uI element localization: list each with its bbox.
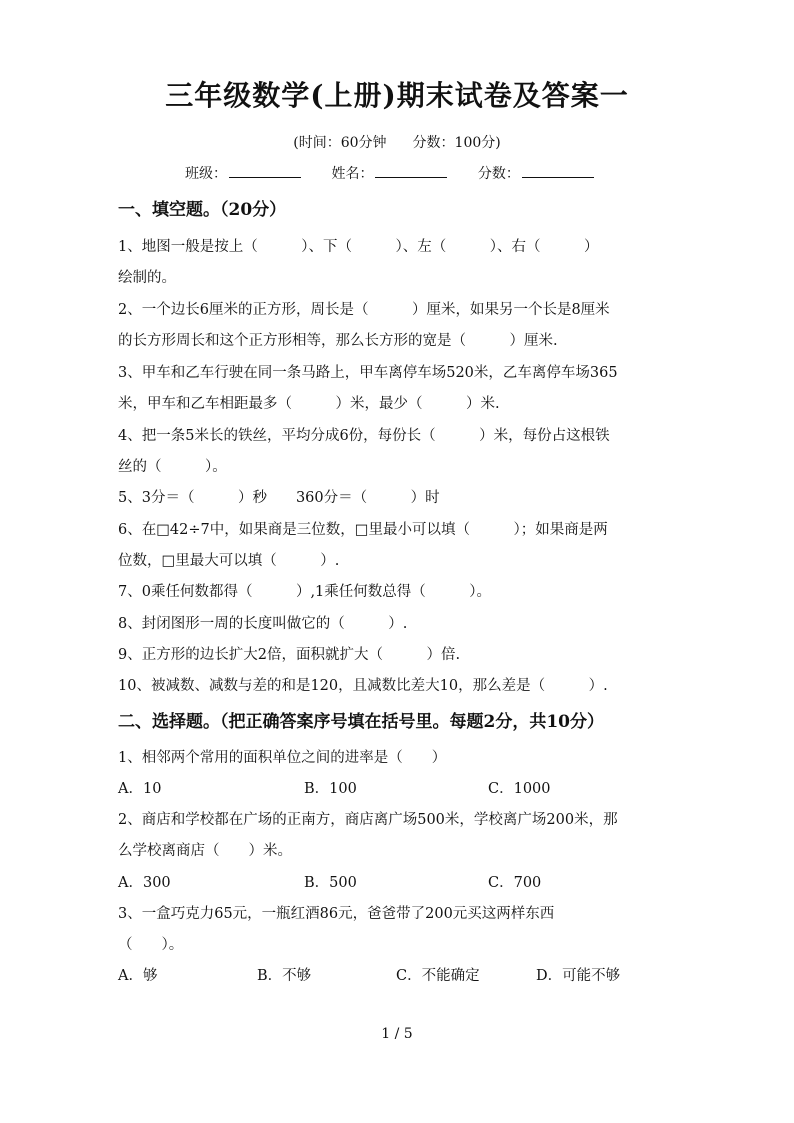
student-fields xyxy=(185,163,620,183)
choice-question-3-line1: 3、一盒巧克力65元，一瓶红酒86元，爸爸带了200元买这两样东西 xyxy=(118,906,555,922)
question-line: 5、3分＝（ ）秒 360分＝（ ）时 xyxy=(118,490,440,506)
question-line: 丝的（ ）。 xyxy=(118,459,227,475)
question-line: 4、把一条5米长的铁丝，平均分成6份，每份长（ ）米，每份占这根铁 xyxy=(118,428,610,444)
question-line: 绘制的。 xyxy=(118,270,176,286)
exam-meta xyxy=(0,132,794,152)
question-line: 1、地图一般是按上（ ）、下（ ）、左（ ）、右（ ） xyxy=(118,239,599,255)
name-field xyxy=(331,163,447,183)
option-a: A．300 xyxy=(118,875,171,891)
choice-question-2-line1: 2、商店和学校都在广场的正南方，商店离广场500米，学校离广场200米，那 xyxy=(118,812,618,828)
option-a: A．10 xyxy=(118,781,162,797)
option-b: B．100 xyxy=(304,781,357,797)
question-line: 6、在□42÷7中，如果商是三位数，□里最小可以填（ ）；如果商是两 xyxy=(118,522,608,538)
option-c: C．1000 xyxy=(488,781,551,797)
question-line: 10、被减数、减数与差的和是120，且减数比差大10，那么差是（ ）. xyxy=(118,678,608,694)
class-field xyxy=(185,163,301,183)
choice-question-1: 1、相邻两个常用的面积单位之间的进率是（ ） xyxy=(118,750,447,766)
question-line: 7、0乘任何数都得（ ）,1乘任何数总得（ ）。 xyxy=(118,584,492,600)
option-b: B．500 xyxy=(304,875,357,891)
question-line: 8、封闭图形一周的长度叫做它的（ ）. xyxy=(118,616,408,632)
choice-question-3-line2: （ ）。 xyxy=(118,937,184,953)
section-1-heading: 一、填空题。（20分） xyxy=(118,200,287,220)
page-number: 1 / 5 xyxy=(381,1026,413,1042)
question-line: 米，甲车和乙车相距最多（ ）米，最少（ ）米. xyxy=(118,396,500,412)
page-title: 三年级数学(上册)期末试卷及答案一 xyxy=(165,79,629,112)
question-line: 2、一个边长6厘米的正方形，周长是（ ）厘米，如果另一个长是8厘米 xyxy=(118,302,610,318)
score-field xyxy=(478,163,594,183)
question-line: 的长方形周长和这个正方形相等，那么长方形的宽是（ ）厘米. xyxy=(118,333,558,349)
question-line: 9、正方形的边长扩大2倍，面积就扩大（ ）倍. xyxy=(118,647,461,663)
option-a: A．够 xyxy=(118,968,158,984)
score-blank xyxy=(522,163,594,178)
option-c: C．700 xyxy=(488,875,542,891)
name-label: 姓名： xyxy=(331,166,374,182)
option-c: C．不能确定 xyxy=(396,968,480,984)
total-score: 分数：100分) xyxy=(412,135,501,151)
question-line: 位数，□里最大可以填（ ）. xyxy=(118,553,340,569)
choice-question-2-line2: 么学校离商店（ ）米。 xyxy=(118,843,292,859)
question-line: 3、甲车和乙车行驶在同一条马路上，甲车离停车场520米，乙车离停车场365 xyxy=(118,365,618,381)
class-label: 班级： xyxy=(185,166,227,182)
time-limit: (时间：60分钟 xyxy=(293,135,387,151)
option-b: B．不够 xyxy=(257,968,312,984)
class-blank xyxy=(229,163,301,178)
option-d: D．可能不够 xyxy=(536,968,621,984)
section-2-heading: 二、选择题。（把正确答案序号填在括号里。每题2分，共10分） xyxy=(118,712,604,732)
name-blank xyxy=(375,163,447,178)
score-label: 分数： xyxy=(477,166,520,182)
